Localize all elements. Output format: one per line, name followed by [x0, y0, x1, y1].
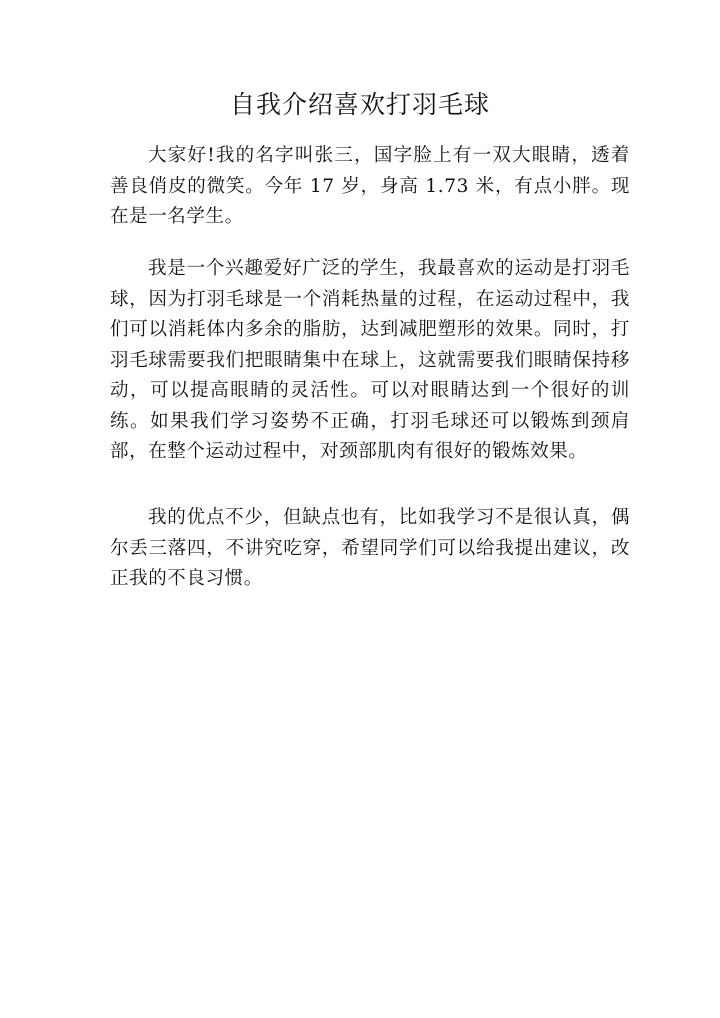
paragraph-intro: 大家好!我的名字叫张三，国字脸上有一双大眼睛，透着善良俏皮的微笑。今年 17 岁，身高 1.73 米，有点小胖。现在是一名学生。: [110, 145, 630, 227]
paragraph-hobby: 我是一个兴趣爱好广泛的学生，我最喜欢的运动是打羽毛球，因为打羽毛球是一个消耗热量的过程，在运动过程中，我们可以消耗体内多余的脂肪，达到减肥塑形的效果。同时，打羽毛球需要我们把眼睛集中在球上，这就需要我们眼睛保持移动，可以提高眼睛的灵活性。可以对眼睛达到一个很好的训练。如果我们学习姿势不正确，打羽毛球还可以锻炼到颈肩部，在整个运动过程中，对颈部肌肉有很好的锻炼效果。: [110, 258, 630, 462]
document-title: 自我介绍喜欢打羽毛球: [229, 90, 490, 119]
paragraph-strengths-weaknesses: 我的优点不少，但缺点也有，比如我学习不是很认真，偶尔丢三落四，不讲究吃穿，希望同学们可以给我提出建议，改正我的不良习惯。: [110, 507, 630, 589]
